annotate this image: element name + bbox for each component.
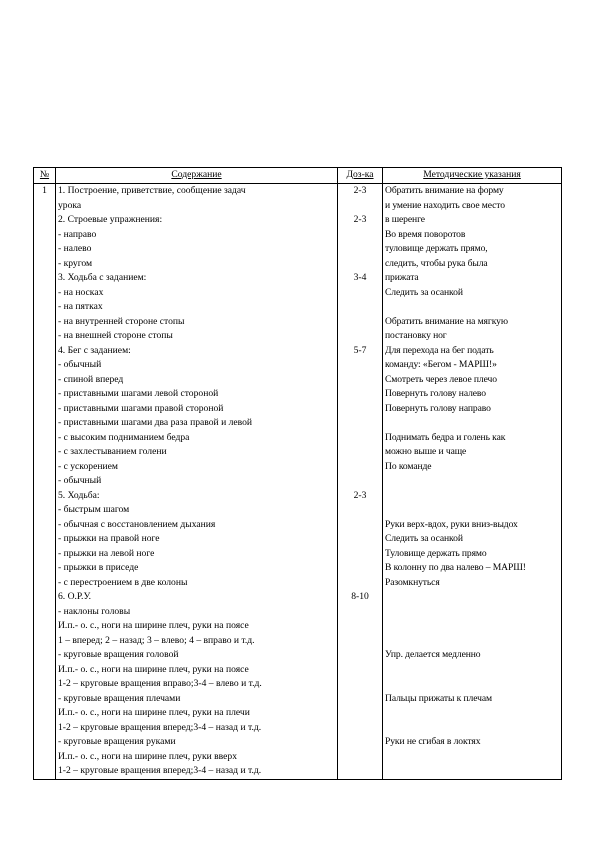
dose-line — [340, 750, 380, 765]
dose-line — [340, 460, 380, 475]
dose-line: 2-3 — [353, 214, 367, 225]
content-line: - с перестроением в две колоны — [58, 576, 188, 588]
dose-line — [340, 692, 380, 707]
dose-line — [340, 257, 380, 272]
dose-line — [340, 561, 380, 576]
notes-line — [385, 721, 559, 736]
content-line: 1-2 – круговые вращения вправо;3-4 – влево и т.д. — [58, 678, 262, 689]
notes-line — [385, 590, 559, 605]
notes-line — [385, 489, 559, 504]
notes-line: Упр. делается медленно — [385, 649, 481, 660]
content-line: 2. Строевые упражнения: — [58, 214, 163, 225]
notes-line: Руки верх-вдох, руки вниз-выдох — [385, 518, 518, 530]
dose-cell — [338, 184, 383, 780]
dose-line: 3-4 — [353, 272, 367, 283]
content-line: - обычный — [58, 475, 102, 486]
content-line: И.п.- о. с., ноги на ширине плеч, руки на плечи — [58, 707, 250, 718]
notes-line — [385, 605, 559, 620]
notes-line: Во время поворотов — [385, 228, 466, 240]
dose-line — [340, 547, 380, 562]
content-line: - на пятках — [58, 301, 103, 312]
notes-line — [385, 474, 559, 489]
notes-line: Повернуть голову налево — [385, 388, 486, 399]
notes-line: Пальцы прижаты к плечам — [385, 692, 493, 704]
notes-line — [385, 677, 559, 692]
notes-line: Смотреть через левое плечо — [385, 373, 497, 385]
content-line: - на внутренней стороне стопы — [58, 315, 185, 327]
header-notes: Методические указания — [383, 168, 562, 184]
notes-line: Для перехода на бег подать — [385, 344, 494, 356]
dose-line — [340, 706, 380, 721]
row-number: 1 — [34, 184, 56, 780]
dose-line — [340, 605, 380, 620]
content-line: - круговые вращения руками — [58, 736, 176, 747]
dose-line — [340, 721, 380, 736]
content-line: - прыжки на правой ноге — [58, 533, 160, 544]
dose-line — [340, 634, 380, 649]
content-line: - быстрым шагом — [58, 504, 130, 515]
dose-line — [340, 619, 380, 634]
dose-line — [340, 474, 380, 489]
notes-line — [385, 300, 559, 315]
dose-line: 2-3 — [353, 489, 367, 501]
lesson-plan-table — [33, 167, 562, 780]
notes-line: команду: «Бегом - МАРШ!» — [385, 359, 497, 370]
dose-line — [340, 677, 380, 692]
content-line: 5. Ходьба: — [58, 489, 100, 501]
content-line: - наклоны головы — [58, 605, 131, 617]
notes-line: Обратить внимание на форму — [385, 185, 504, 196]
dose-line — [340, 242, 380, 257]
content-line: - спиной вперед — [58, 373, 124, 385]
content-line: 1 – вперед; 2 – назад; 3 – влево; 4 – вправо и т.д. — [58, 634, 255, 646]
dose-line: 5-7 — [353, 344, 367, 356]
dose-line: 2-3 — [353, 185, 367, 196]
content-line: - с захлестыванием голени — [58, 446, 167, 457]
content-line: 1. Построение, приветствие, сообщение задач — [58, 185, 246, 196]
dose-line — [340, 315, 380, 330]
dose-line — [340, 518, 380, 533]
dose-line — [340, 445, 380, 460]
notes-line: Поднимать бедра и голень как — [385, 431, 506, 443]
dose-line — [340, 735, 380, 750]
notes-line — [385, 706, 559, 721]
dose-line — [340, 402, 380, 417]
notes-line: туловище держать прямо, — [385, 243, 488, 254]
notes-line: По команде — [385, 460, 432, 472]
dose-line — [340, 431, 380, 446]
dose-line — [340, 764, 380, 779]
content-line: 3. Ходьба с заданием: — [58, 272, 147, 283]
content-line: - направо — [58, 228, 97, 240]
dose-line — [340, 503, 380, 518]
notes-line — [385, 503, 559, 518]
content-line: - кругом — [58, 257, 93, 269]
notes-line: Туловище держать прямо — [385, 547, 487, 559]
content-line: - приставными шагами два раза правой и левой — [58, 417, 253, 428]
notes-line: Повернуть голову направо — [385, 402, 491, 414]
content-line: урока — [58, 199, 82, 211]
notes-line: можно выше и чаще — [385, 446, 467, 457]
dose-line — [340, 576, 380, 591]
notes-line — [385, 750, 559, 765]
content-line: - с высоким подниманием бедра — [58, 431, 190, 443]
notes-line: постановку ног — [385, 330, 447, 341]
content-line: 4. Бег с заданием: — [58, 344, 131, 356]
notes-line: прижата — [385, 272, 419, 283]
content-line: - круговые вращения головой — [58, 649, 179, 660]
notes-line: Обратить внимание на мягкую — [385, 315, 508, 327]
content-line: 1-2 – круговые вращения вперед;3-4 – назад и т.д. — [58, 765, 262, 776]
notes-line: Следить за осанкой — [385, 533, 463, 544]
notes-line — [385, 663, 559, 678]
notes-line: В колонну по два налево – МАРШ! — [385, 562, 526, 573]
content-line: - с ускорением — [58, 460, 118, 472]
notes-line: и умение находить свое место — [385, 199, 505, 211]
notes-line: Следить за осанкой — [385, 286, 463, 298]
notes-line — [385, 764, 559, 779]
content-line: - обычная с восстановлением дыхания — [58, 518, 216, 530]
content-line: И.п.- о. с., ноги на ширине плеч, руки на поясе — [58, 620, 249, 631]
dose-line — [340, 373, 380, 388]
notes-line — [385, 619, 559, 634]
content-cell — [56, 184, 338, 780]
content-line: И.п.- о. с., ноги на ширине плеч, руки на поясе — [58, 663, 249, 675]
content-line: - прыжки на левой ноге — [58, 547, 155, 559]
content-line: - круговые вращения плечами — [58, 692, 181, 704]
dose-line — [340, 286, 380, 301]
content-line: - приставными шагами правой стороной — [58, 402, 224, 414]
content-line: И.п.- о. с., ноги на ширине плеч, руки вверх — [58, 750, 238, 762]
notes-line: следить, чтобы рука была — [385, 257, 488, 269]
dose-line — [340, 228, 380, 243]
dose-line — [340, 416, 380, 431]
dose-line — [340, 300, 380, 315]
dose-line: 8-10 — [351, 591, 369, 602]
content-line: - прыжки в приседе — [58, 562, 139, 573]
content-line: - приставными шагами левой стороной — [58, 388, 219, 399]
dose-line — [340, 329, 380, 344]
content-line: - на носках — [58, 286, 104, 298]
dose-line — [340, 387, 380, 402]
header-number: № — [34, 168, 56, 184]
content-line: 6. О.Р.У. — [58, 591, 92, 602]
notes-line: Разомкнуться — [385, 576, 440, 588]
content-line: 1-2 – круговые вращения вперед;3-4 – назад и т.д. — [58, 721, 262, 733]
content-line: - на внешней стороне стопы — [58, 330, 173, 341]
notes-line: Руки не сгибая в локтях — [385, 736, 481, 747]
header-content: Содержание — [56, 168, 338, 184]
table-row — [34, 184, 562, 780]
notes-line — [385, 634, 559, 649]
dose-line — [340, 532, 380, 547]
content-line: - налево — [58, 243, 92, 254]
dose-line — [340, 648, 380, 663]
table-header-row — [34, 168, 562, 184]
content-line: - обычный — [58, 359, 102, 370]
dose-line — [340, 358, 380, 373]
notes-line — [385, 416, 559, 431]
header-dose: Доз-ка — [338, 168, 383, 184]
notes-line: в шеренге — [385, 214, 425, 225]
dose-line — [340, 663, 380, 678]
notes-cell — [383, 184, 562, 780]
dose-line — [340, 199, 380, 214]
